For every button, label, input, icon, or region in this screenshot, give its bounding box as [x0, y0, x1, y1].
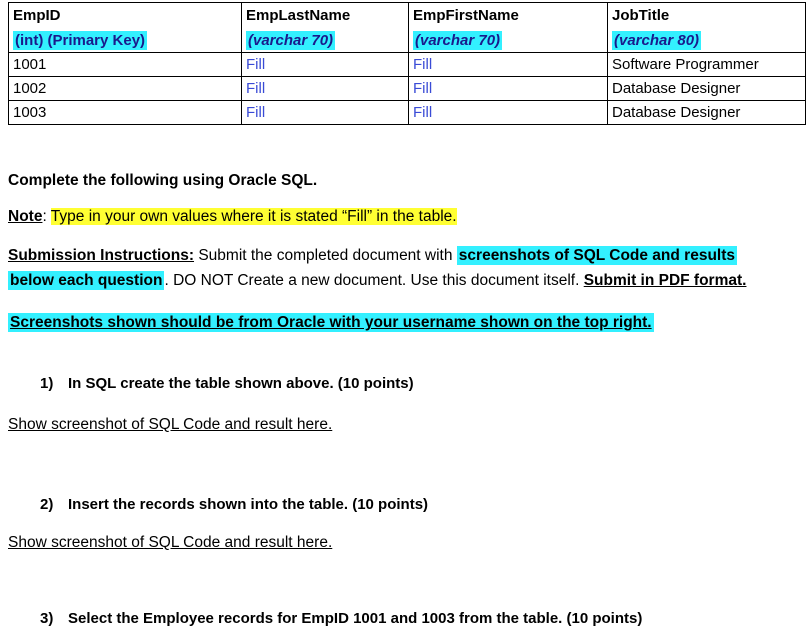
note-line: Note: Type in your own values where it is stated “Fill” in the table.	[8, 208, 457, 225]
table-row	[9, 77, 806, 101]
cell-firstname: Fill	[409, 77, 608, 101]
cell-empid: 1002	[9, 77, 242, 101]
note-label: Note	[8, 208, 43, 225]
submission-line-2	[8, 272, 746, 290]
type-jobtitle: (varchar 80)	[614, 32, 700, 49]
header-jobtitle: JobTitle	[608, 3, 806, 30]
cell-lastname: Fill	[242, 53, 409, 77]
header-empid: EmpID	[9, 3, 242, 30]
question-3	[40, 610, 642, 627]
submission-text-2: . DO NOT Create a new document. Use this document itself.	[164, 272, 584, 289]
cell-lastname: Fill	[242, 77, 409, 101]
type-emplastname: (varchar 70)	[248, 32, 334, 49]
cell-firstname: Fill	[409, 101, 608, 125]
employee-table	[8, 2, 806, 125]
submission-highlight-2: below each question	[10, 272, 163, 289]
table-header-row	[9, 3, 806, 30]
question-number: 3)	[40, 610, 54, 627]
header-emplastname: EmpLastName	[242, 3, 409, 30]
question-2	[40, 496, 428, 513]
question-text: Select the Employee records for EmpID 1001 and 1003 from the table. (10 points)	[68, 610, 643, 627]
screenshot-note: Screenshots shown should be from Oracle with your username shown on the top right.	[10, 314, 652, 331]
cell-empid: 1001	[9, 53, 242, 77]
note-text: Type in your own values where it is stated “Fill” in the table.	[50, 208, 457, 225]
header-empfirstname: EmpFirstName	[409, 3, 608, 30]
cell-firstname: Fill	[409, 53, 608, 77]
submission-text-1: Submit the completed document with	[194, 247, 457, 264]
type-empid: (int) (Primary Key)	[15, 32, 146, 49]
table-row	[9, 101, 806, 125]
question-1	[40, 375, 414, 392]
question-number: 1)	[40, 375, 54, 392]
type-empfirstname: (varchar 70)	[415, 32, 501, 49]
cell-empid: 1003	[9, 101, 242, 125]
answer-placeholder-1: Show screenshot of SQL Code and result here.	[8, 416, 333, 433]
screenshot-note-line	[8, 314, 654, 332]
cell-jobtitle: Software Programmer	[608, 53, 806, 77]
cell-jobtitle: Database Designer	[608, 77, 806, 101]
instructions-heading: Complete the following using Oracle SQL.	[8, 172, 318, 189]
table-row	[9, 53, 806, 77]
table-type-row	[9, 29, 806, 53]
cell-jobtitle: Database Designer	[608, 101, 806, 125]
question-text: Insert the records shown into the table. (10 points)	[68, 496, 429, 513]
question-text: In SQL create the table shown above. (10 points)	[68, 375, 414, 392]
cell-lastname: Fill	[242, 101, 409, 125]
submission-highlight-1: screenshots of SQL Code and results	[458, 247, 735, 264]
submission-line-1	[8, 247, 737, 265]
submission-pdf: Submit in PDF format.	[583, 272, 747, 289]
answer-placeholder-2: Show screenshot of SQL Code and result here.	[8, 534, 333, 551]
submission-label: Submission Instructions:	[8, 247, 195, 264]
question-number: 2)	[40, 496, 54, 513]
